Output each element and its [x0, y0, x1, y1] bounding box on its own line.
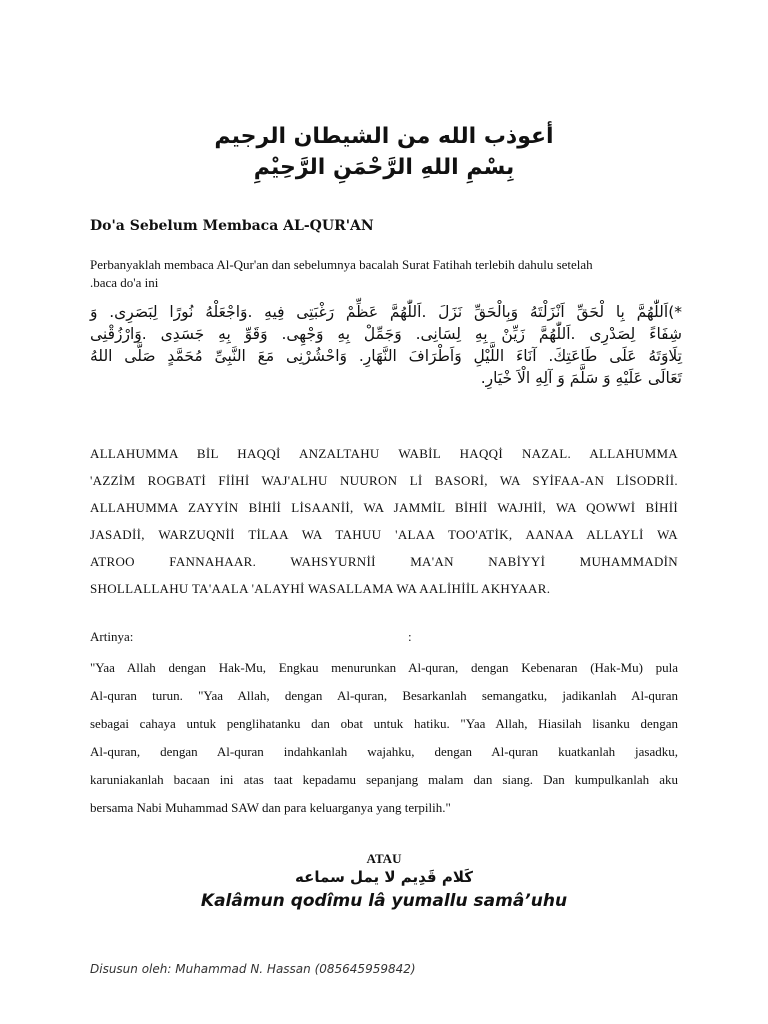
transliteration-line: ATROO FANNAHAAR. WAHSYURNİİ MA'AN NABİYYİ MUHAMMADİN [90, 554, 678, 569]
translation-line: Al-quran, dengan Al-quran indahkanlah wajahku, dengan Al-quran kuatkanlah jasadku, [90, 744, 678, 759]
intro-line: Perbanyaklah membaca Al-Qur'an dan sebelumnya bacalah Surat Fatihah terlebih dahulu setelah [90, 257, 593, 272]
translation-line: karuniakanlah bacaan ini atas taat kepadamu sepanjang malam dan siang. Dan kumpulkanlah aku [90, 772, 678, 787]
transliteration-line: JASADİİ, WARZUQNİİ TİLAA WA TAHUU 'ALAA TOO'ATİK, AANAA ALLAYLİ WA [90, 527, 678, 542]
translation-line: sebagai cahaya untuk penglihatanku dan obat untuk hatiku. "Yaa Allah, Hiasilah lisanku dengan [90, 716, 678, 731]
translation-line: Al-quran turun. "Yaa Allah, dengan Al-quran, Besarkanlah semangatku, jadikanlah Al-quran [90, 688, 678, 703]
transliteration-line: 'AZZİM ROGBATİ FİİHİ WAJ'ALHU NUURON Lİ BASORİ, WA SYİFAA-AN LİSODRİİ. [90, 473, 678, 488]
transliteration-line: ALLAHUMMA ZAYYİN BİHİİ LİSAANİİ, WA JAMMİL BİHİİ WAJHİİ, WA QOWWİ BİHİİ [90, 500, 678, 515]
intro-line: .baca do'a ini [90, 275, 159, 290]
translation-line: bersama Nabi Muhammad SAW dan para keluarganya yang terpilih." [90, 800, 451, 815]
transliteration-line: SHOLLALLAHU TA'AALA 'ALAYHİ WASALLAMA WA AALİHİİL AKHYAAR. [90, 581, 551, 596]
arabic-prayer-line: شِفَاءً لِصَدْرِى .اَللّٰهُمَّ زَيِّنْ بِهِ لِسَانِى. وَجَمِّلْ بِهِ وَجْهِى. وَقَوِّ بِهِ جَسَدِى .وَارْزُقْنِى [90, 325, 682, 343]
basmalah-heading: بِسْمِ اللهِ الرَّحْمَنِ الرَّحِيْمِ [253, 155, 515, 180]
translation-label: Artinya: [90, 629, 134, 644]
arabic-prayer-line: تَعَالَى عَلَيْهِ وَ سَلَّمَ وَ آلِهِ الْاَ خْيَارِ. [480, 369, 682, 387]
transliteration-line: ALLAHUMMA BİL HAQQİ ANZALTAHU WABİL HAQQİ NAZAL. ALLAHUMMA [90, 446, 678, 461]
translation-colon: : [408, 629, 412, 644]
kalam-latin: Kalâmun qodîmu lâ yumallu samâ’uhu [200, 891, 568, 911]
author-footer: Disusun oleh: Muhammad N. Hassan (085645959842) [90, 962, 416, 976]
translation-paragraph [90, 654, 678, 822]
intro-paragraph [90, 256, 684, 292]
atau-label: ATAU [366, 851, 402, 866]
arabic-prayer-line: *)اَللّٰهُمَّ بِا لْحَقِّ اَنْزَلْتَهُ وَبِالْحَقِّ نَزَلَ .اَللّٰهُمَّ عَظِّمْ رَغْبَتِى فِيهِ .وَاجْعَلْهُ نُورًا لِبَصَرِى. وَ [90, 303, 682, 321]
arabic-prayer-text [90, 301, 682, 389]
arabic-prayer-line: تِلَاوَتَهُ عَلَى طَاعَتِكَ. آنَاءَ اللَّيْلِ وَاَطْرَافَ النَّهَارِ. وَاحْشُرْنِى مَعَ النَّبِىِّ مُحَمَّدٍ صَلَّى اللهُ [90, 347, 682, 365]
translation-line: "Yaa Allah dengan Hak-Mu, Engkau menurunkan Al-quran, dengan Kebenaran (Hak-Mu) pula [90, 660, 678, 675]
section-title: Do'a Sebelum Membaca AL-QUR'AN [90, 218, 374, 234]
taawudz-heading: أعوذب الله من الشيطان الرجيم [214, 124, 554, 149]
kalam-arabic: كَلام قَدِيم لا يمل سماعه [295, 868, 473, 886]
transliteration-paragraph [90, 440, 678, 602]
translation-label-row [90, 629, 678, 645]
